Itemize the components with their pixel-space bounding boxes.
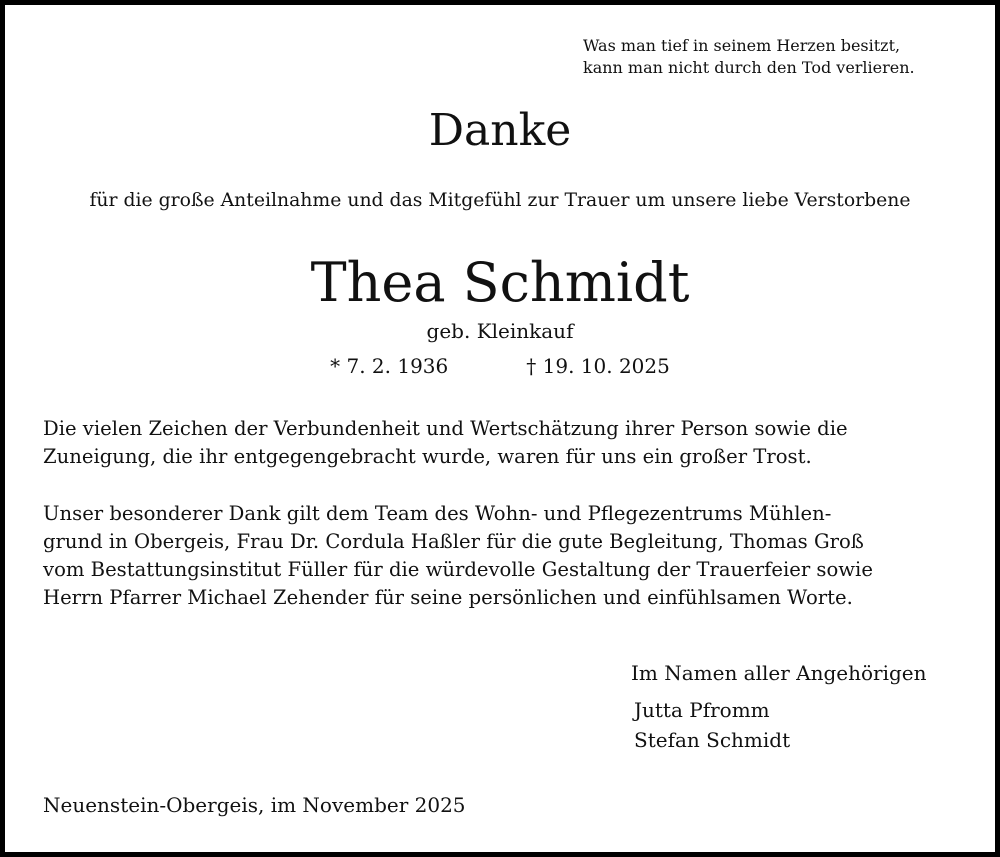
thanks-paragraph-1 (43, 415, 951, 471)
paragraph-2-line-2: grund in Obergeis, Frau Dr. Cordula Haßler für die gute Begleitung, Thomas Groß (43, 530, 864, 553)
paragraph-2-line-4: Herrn Pfarrer Michael Zehender für seine persönlichen und einfühlsamen Worte. (43, 586, 853, 609)
paragraph-2-line-3: vom Bestattungsinstitut Füller für die würdevolle Gestaltung der Trauerfeier sowie (43, 558, 873, 581)
birth-date: * 7. 2. 1936 (330, 354, 449, 378)
life-dates (5, 352, 995, 380)
signer-name: Stefan Schmidt (634, 728, 791, 752)
death-date: † 19. 10. 2025 (526, 354, 670, 378)
heading-danke: Danke (428, 105, 572, 156)
motto-line-1: Was man tief in seinem Herzen besitzt, (583, 36, 901, 55)
motto-quote (583, 35, 915, 79)
deceased-name: Thea Schmidt (310, 251, 690, 314)
signoff-text: Im Namen aller Angehörigen (631, 661, 927, 685)
intro-text: für die große Anteilnahme und das Mitgefühl zur Trauer um unsere liebe Verstorbene (89, 190, 911, 211)
paragraph-1-line-2: Zuneigung, die ihr entgegengebracht wurde, waren für uns ein großer Trost. (43, 445, 812, 468)
paragraph-2-line-1: Unser besonderer Dank gilt dem Team des Wohn- und Pflegezentrums Mühlen- (43, 502, 832, 525)
place-and-date: Neuenstein-Obergeis, im November 2025 (43, 793, 466, 817)
motto-line-2: kann man nicht durch den Tod verlieren. (583, 58, 915, 77)
paragraph-1-line-1: Die vielen Zeichen der Verbundenheit und Wertschätzung ihrer Person sowie die (43, 417, 848, 440)
birth-name: geb. Kleinkauf (426, 319, 574, 343)
signers-list (634, 695, 790, 755)
thanks-paragraph-2 (43, 500, 951, 612)
signer-name: Jutta Pfromm (634, 698, 770, 722)
